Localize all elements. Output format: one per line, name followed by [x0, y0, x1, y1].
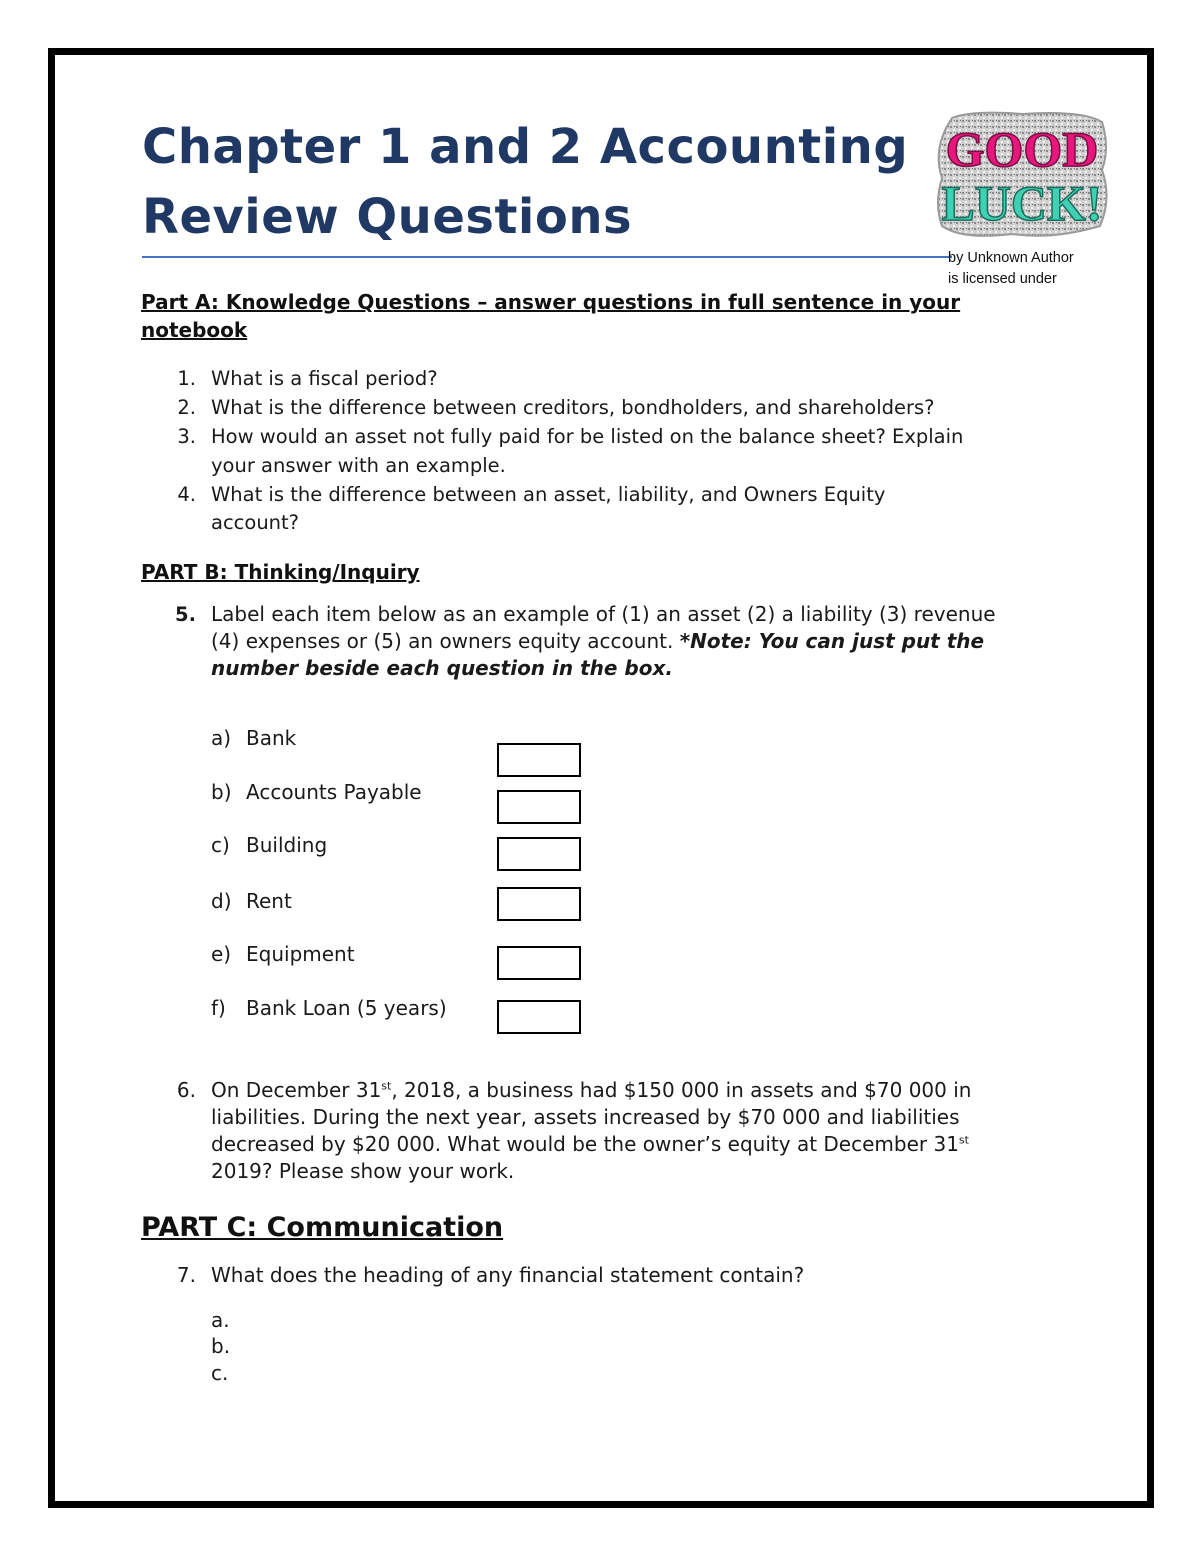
title-line-2: Review Questions: [142, 189, 633, 245]
answer-box-building[interactable]: [497, 837, 581, 871]
answer-box-equipment[interactable]: [497, 946, 581, 980]
answer-box-accounts-payable[interactable]: [497, 790, 581, 824]
part-c-heading: PART C: Communication: [141, 1212, 504, 1243]
page-title: [142, 112, 908, 252]
attribution-line-1: by Unknown Author: [948, 250, 1074, 266]
attribution-line-2: is licensed under: [948, 271, 1057, 287]
note-text: *Note: You can just put the: [679, 629, 985, 653]
answer-box-bank[interactable]: [497, 743, 581, 777]
logo-text-bottom: LUCK!: [941, 175, 1103, 231]
list-item: a.: [211, 1308, 230, 1332]
answer-box-bank-loan[interactable]: [497, 1000, 581, 1034]
logo-text-top: GOOD: [945, 121, 1099, 177]
list-item: b.: [211, 1334, 231, 1358]
part-a-heading: Part A: Knowledge Questions – answer questions in full sentence in your notebook: [141, 290, 961, 342]
title-underline: [142, 256, 952, 258]
part-b-heading: PART B: Thinking/Inquiry: [141, 560, 420, 584]
title-line-1: Chapter 1 and 2 Accounting: [142, 119, 909, 175]
good-luck-sticker-icon: [932, 108, 1112, 242]
answer-box-rent[interactable]: [497, 887, 581, 921]
note-text: number beside each question in the box.: [211, 656, 673, 680]
list-item: c.: [211, 1361, 229, 1385]
image-attribution: [948, 248, 1118, 290]
